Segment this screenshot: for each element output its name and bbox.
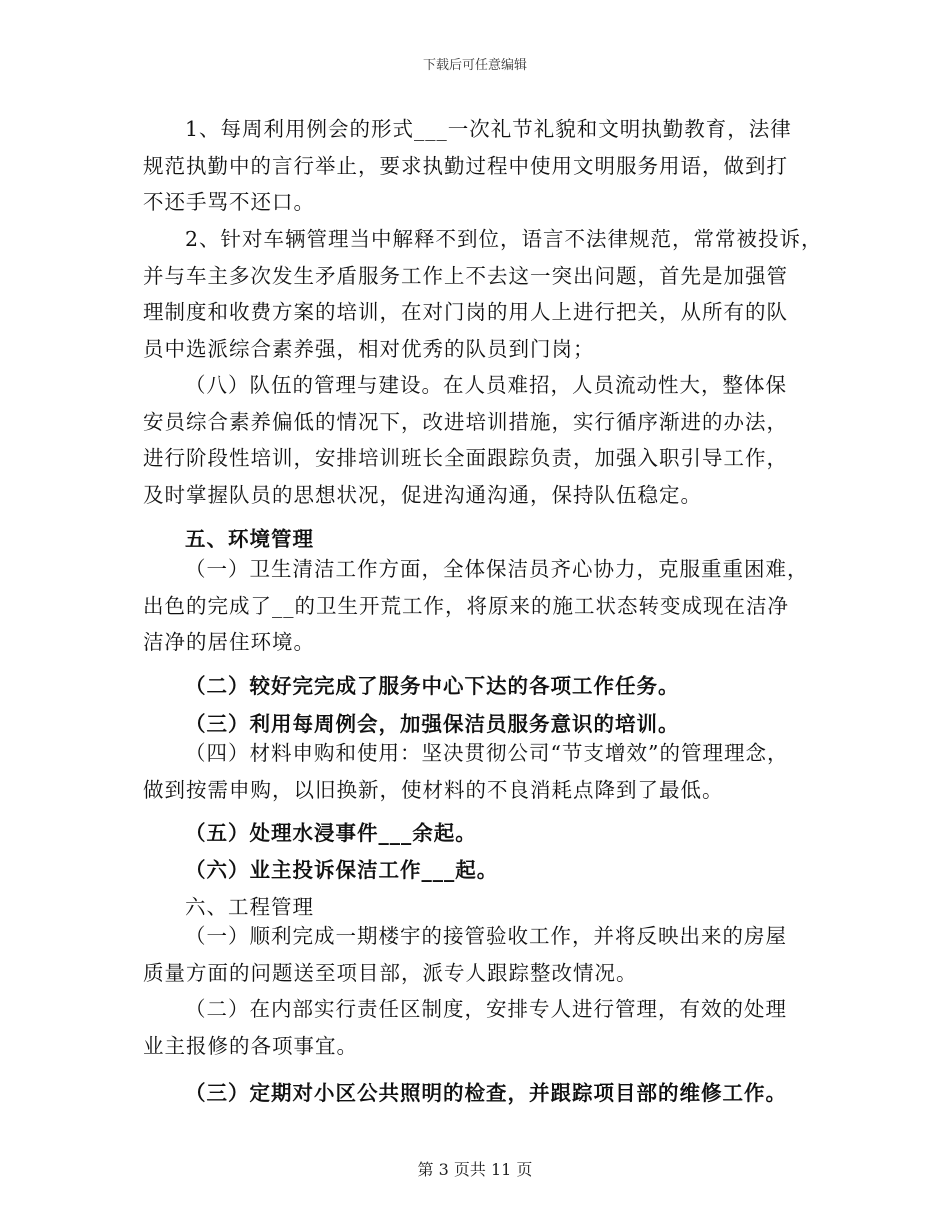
paragraph-line: 规范执勤中的言行举止，要求执勤过程中使用文明服务用语，做到打	[143, 153, 788, 178]
paragraph-line: 员中选派综合素养强，相对优秀的队员到门岗；	[143, 336, 595, 361]
paragraph-6: （三）利用每周例会，加强保洁员服务意识的培训。	[185, 712, 680, 736]
paragraph-line: 质量方面的问题送至项目部，派专人跟踪整改情况。	[143, 960, 638, 985]
page-footer: 第 3 页共 11 页	[417, 1160, 533, 1179]
paragraph-line: 2、针对车辆管理当中解释不到位，语言不法律规范，常常被投诉，	[185, 227, 823, 251]
paragraph-line: 进行阶段性培训，安排培训班长全面跟踪负责，加强入职引导工作，	[143, 446, 788, 470]
paragraph-11	[143, 991, 823, 1064]
paragraph-line: 理制度和收费方案的培训，在对门岗的用人上进行把关，从所有的队	[143, 300, 788, 324]
paragraph-5: （二）较好完完成了服务中心下达的各项工作任务。	[185, 674, 680, 698]
paragraph-line: 并与车主多次发生矛盾服务工作上不去这一突出问题，首先是加强管	[143, 263, 788, 288]
paragraph-line: （一）卫生清洁工作方面，全体保洁员齐心协力，克服重重困难，	[185, 557, 809, 581]
section-heading-5: 五、环境管理	[185, 527, 314, 551]
paragraph-line: 做到按需申购，以旧换新，使材料的不良消耗点降到了最低。	[143, 777, 724, 802]
paragraph-line: 及时掌握队员的思想状况，促进沟通沟通，保持队伍稳定。	[143, 482, 702, 507]
paragraph-line: 不还手骂不还口。	[143, 190, 315, 214]
paragraph-line: 出色的完成了__的卫生开荒工作，将原来的施工状态转变成现在洁净	[143, 593, 789, 618]
paragraph-line: （二）在内部实行责任区制度，安排专人进行管理，有效的处理	[185, 997, 787, 1021]
paragraph-line: 业主报修的各项事宜。	[143, 1033, 358, 1058]
paragraph-line: 安员综合素养偏低的情况下，改进培训措施，实行循序渐进的办法，	[143, 409, 788, 434]
paragraph-line: （八）队伍的管理与建设。在人员难招，人员流动性大，整体保	[185, 373, 787, 397]
paragraph-9: （六）业主投诉保洁工作___起。	[185, 858, 499, 882]
paragraph-line: （一）顺利完成一期楼宇的接管验收工作，并将反映出来的房屋	[185, 924, 787, 948]
paragraph-1	[143, 111, 823, 221]
paragraph-12: （三）定期对小区公共照明的检查，并跟踪项目部的维修工作。	[185, 1081, 787, 1105]
page-header: 下载后可任意编辑	[422, 58, 527, 73]
paragraph-4	[143, 551, 823, 661]
paragraph-line: （四）材料申购和使用：坚决贯彻公司“节支增效”的管理理念，	[185, 741, 789, 765]
paragraph-line: 1、每周利用例会的形式___一次礼节礼貌和文明执勤教育，法律	[185, 117, 792, 141]
paragraph-2	[143, 221, 823, 367]
paragraph-10	[143, 918, 823, 991]
paragraph-line: 洁净的居住环境。	[143, 630, 315, 654]
paragraph-3	[143, 367, 823, 513]
section-heading-6: 六、工程管理	[185, 895, 314, 919]
paragraph-7	[143, 735, 823, 808]
paragraph-8: （五）处理水浸事件___余起。	[185, 821, 477, 845]
